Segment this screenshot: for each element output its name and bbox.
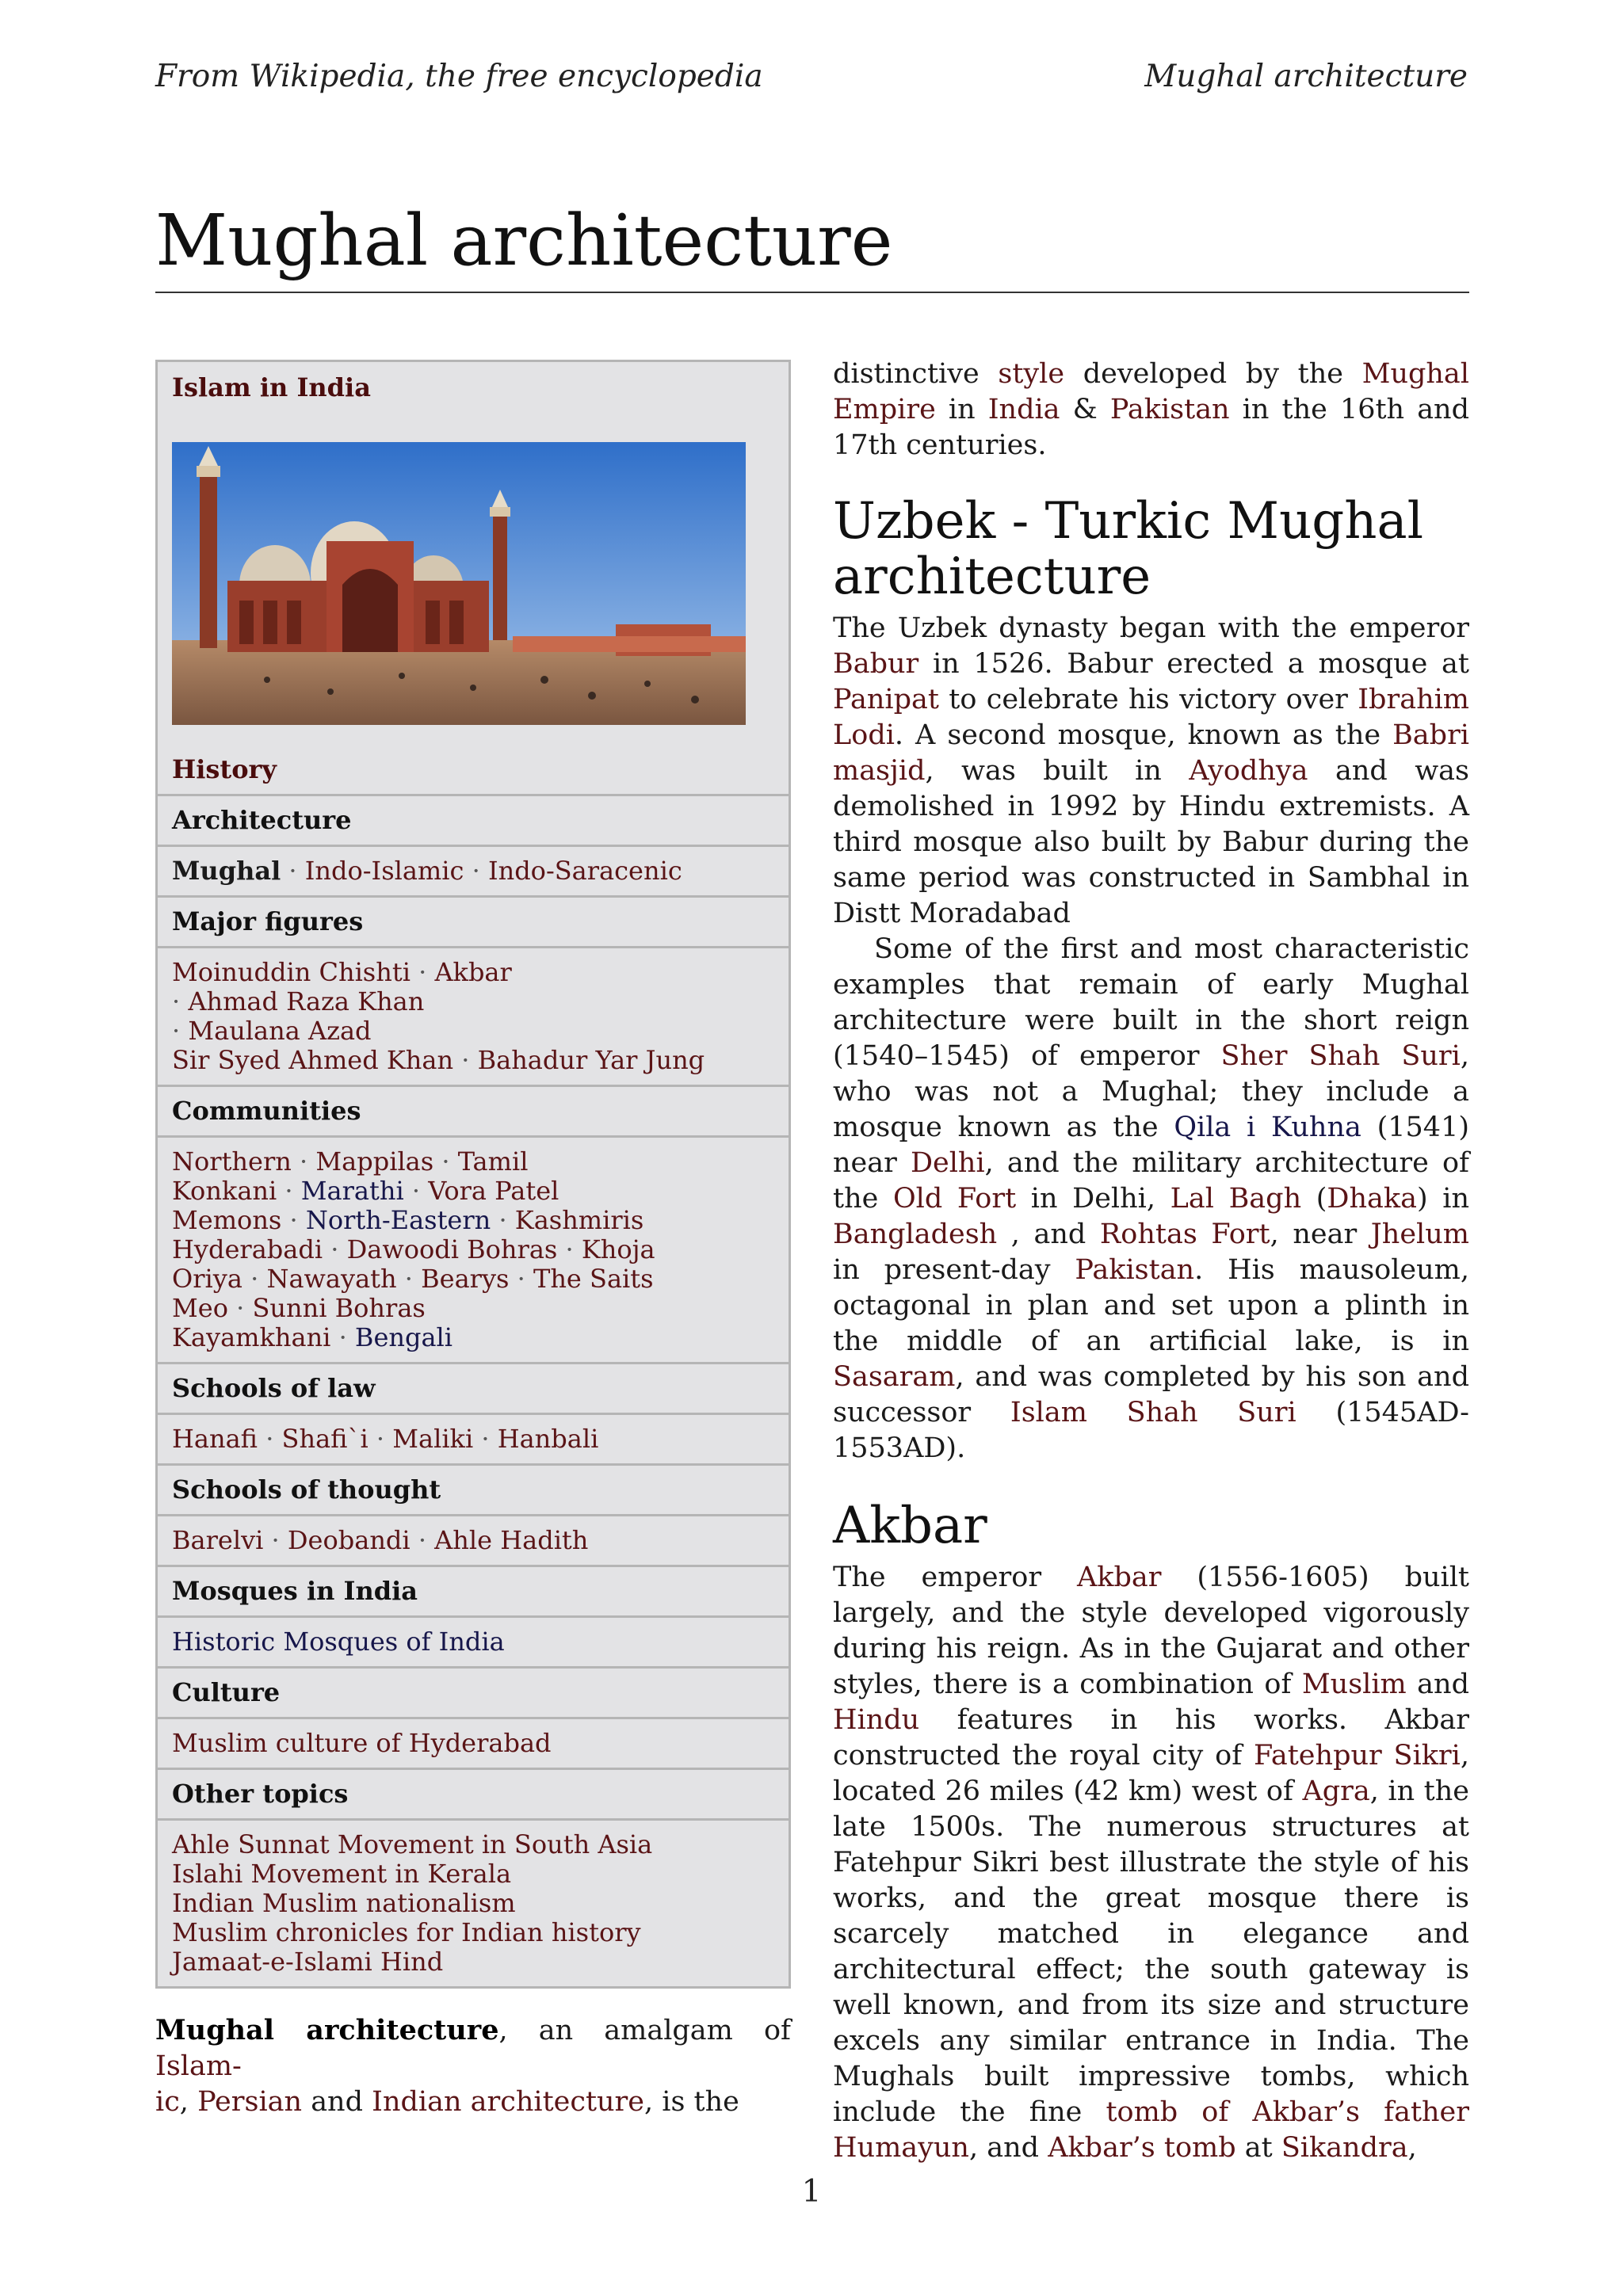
link-persian[interactable]: Persian [197, 2086, 303, 2118]
infobox-link-shafii[interactable]: Shafi`i [281, 1424, 369, 1454]
left-column [155, 360, 791, 2120]
link-qila-i-kuhna[interactable]: Qila i Kuhna [1174, 1112, 1361, 1143]
right-column [833, 360, 1469, 2166]
infobox-heading-communities: Communities [158, 1085, 789, 1135]
infobox-link-mappilas[interactable]: Mappilas [315, 1146, 434, 1177]
text: and [1406, 1669, 1469, 1700]
separator: · [289, 1205, 298, 1235]
infobox-link-marathi[interactable]: Marathi [300, 1176, 404, 1206]
separator: · [441, 1146, 450, 1177]
running-header-source: From Wikipedia, the free encyclopedia [155, 59, 763, 94]
text: & [1060, 394, 1110, 425]
separator: · [461, 1045, 470, 1075]
page-number: 1 [801, 2174, 822, 2210]
infobox-history-text: History [172, 754, 277, 784]
link-hindu[interactable]: Hindu [833, 1704, 920, 1736]
infobox-line [172, 958, 774, 987]
link-humayun-tomb[interactable]: tomb of Akbar’s father Humayun [833, 2096, 1469, 2164]
infobox-link-memons[interactable]: Memons [172, 1205, 282, 1235]
infobox-heading-culture: Culture [158, 1666, 789, 1717]
infobox-heading-major-figures: Major figures [158, 895, 789, 946]
infobox-link-sunni-bohras[interactable]: Sunni Bohras [252, 1293, 426, 1323]
text: (1556-1605) built largely, and the style developed vigorously during his reign. As in the Gujarat and other styles, there is a combination of [833, 1562, 1469, 1700]
infobox-link-maliki[interactable]: Maliki [392, 1424, 474, 1454]
text: and was demolished in 1992 by Hindu extremists. A third mosque also built by Babur during the same period was constructed in Sambhal in Distt Moradabad [833, 755, 1469, 929]
infobox-schools-of-thought-list [158, 1514, 789, 1565]
infobox-heading-schools-of-law: Schools of law [158, 1362, 789, 1413]
link-bangladesh[interactable]: Bangladesh [833, 1219, 998, 1250]
separator: · [517, 1264, 525, 1294]
text: , near [1270, 1219, 1371, 1250]
infobox-line [172, 1046, 774, 1075]
infobox-culture-list [158, 1717, 789, 1768]
text: , [179, 2086, 198, 2118]
infobox-link-indo-islamic[interactable]: Indo-Islamic [304, 856, 464, 886]
infobox-schools-of-law-list [158, 1413, 789, 1463]
link-islamic[interactable]: Islam- [155, 2050, 242, 2082]
heading-akbar: Akbar [833, 1497, 987, 1555]
separator: · [338, 1322, 347, 1352]
separator: · [565, 1234, 574, 1264]
text: ( [1301, 1183, 1327, 1215]
infobox-link-moinuddin-chishti[interactable]: Moinuddin Chishti [172, 957, 411, 987]
infobox-link-hanbali[interactable]: Hanbali [497, 1424, 599, 1454]
text: developed by the [1064, 358, 1362, 390]
infobox-link-meo[interactable]: Meo [172, 1293, 228, 1323]
infobox-link-historic-mosques[interactable]: Historic Mosques of India [172, 1627, 505, 1657]
infobox-major-figures-list [158, 946, 789, 1085]
jama-masjid-photo-icon[interactable] [172, 442, 746, 725]
text: Some of the first and most characteristic examples that remain of early Mughal architecture were built in the short reign (1540–1545) of emperor [833, 933, 1469, 1072]
infobox-link-northern[interactable]: Northern [172, 1146, 292, 1177]
link-pakistan[interactable]: Pakistan [1109, 394, 1230, 425]
text: . A second mosque, known as the [894, 719, 1393, 751]
text: , an amalgam of [498, 2015, 791, 2046]
link-akbars-tomb[interactable]: Akbar’s tomb [1048, 2132, 1236, 2164]
text: ) in [1416, 1183, 1469, 1215]
text: in 1526. Babur erected a mosque at [918, 648, 1469, 680]
infobox-line [172, 1016, 774, 1046]
infobox-other-topics-list [158, 1818, 789, 1986]
separator: · [472, 856, 480, 886]
link-babur[interactable]: Babur [833, 648, 919, 680]
link-panipat[interactable]: Panipat [833, 684, 939, 715]
link-agra[interactable]: Agra [1302, 1775, 1370, 1807]
link-ibrahim-lodi[interactable]: Ibrahim Lodi [833, 684, 1469, 751]
separator: · [481, 1424, 490, 1454]
text: , who was not a Mughal; they include a mosque known as the [833, 1040, 1469, 1143]
link-rohtas-fort[interactable]: Rohtas Fort [1099, 1219, 1270, 1250]
infobox-link-ahle-sunnat[interactable]: Ahle Sunnat Movement in South Asia [172, 1829, 653, 1859]
page-title: Mughal architecture [155, 199, 893, 281]
text: (1541) near [833, 1112, 1469, 1179]
link-sikandra[interactable]: Sikandra [1281, 2132, 1408, 2164]
infobox-link-maulana-azad[interactable]: Maulana Azad [188, 1016, 372, 1046]
link-pakistan-2[interactable]: Pakistan [1075, 1254, 1195, 1286]
separator: · [411, 1176, 421, 1206]
text: The Uzbek dynasty began with the emperor [833, 612, 1469, 644]
link-india[interactable]: India [987, 394, 1060, 425]
infobox-link-islahi-movement[interactable]: Islahi Movement in Kerala [172, 1859, 512, 1889]
infobox-line [172, 1294, 774, 1323]
infobox-link-ahmad-raza-khan[interactable]: Ahmad Raza Khan [188, 986, 425, 1016]
infobox-line [172, 1206, 774, 1235]
infobox-link-sir-syed-ahmed-khan[interactable]: Sir Syed Ahmed Khan [172, 1045, 454, 1075]
text: , [1407, 2132, 1417, 2164]
infobox-heading-architecture: Architecture [158, 794, 789, 845]
text: in [935, 394, 988, 425]
separator: · [300, 1146, 308, 1177]
infobox-link-north-eastern[interactable]: North-Eastern [305, 1205, 491, 1235]
text: (1545AD-1553AD). [833, 1397, 1469, 1464]
separator: · [250, 1264, 259, 1294]
infobox-history-link[interactable] [158, 725, 789, 794]
intro-bold-term: Mughal architecture [155, 2014, 499, 2046]
text: . His mausoleum, octagonal in plan and set upon a plinth in the middle of an artificial lake, is in [833, 1254, 1469, 1357]
intro-paragraph [155, 2012, 791, 2120]
link-style[interactable]: style [998, 358, 1065, 390]
link-indian-architecture[interactable]: Indian architecture [372, 2086, 645, 2118]
infobox-line [172, 1147, 774, 1177]
infobox-line [172, 1264, 774, 1294]
running-header [155, 59, 1468, 98]
text: at [1235, 2132, 1281, 2164]
separator: · [285, 1176, 293, 1206]
separator: · [498, 1205, 507, 1235]
separator: · [418, 1525, 426, 1555]
infobox-link-indo-saracenic[interactable]: Indo-Saracenic [487, 856, 682, 886]
infobox-link-hyderabadi[interactable]: Hyderabadi [172, 1234, 323, 1264]
link-dhaka[interactable]: Dhaka [1327, 1183, 1417, 1215]
infobox-link-bengali[interactable]: Bengali [354, 1322, 453, 1352]
running-header-title: Mughal architecture [1144, 59, 1468, 94]
infobox-link-jamaat-e-islami[interactable]: Jamaat-e-Islami Hind [172, 1947, 444, 1977]
text: distinctive [833, 358, 999, 390]
link-jhelum[interactable]: Jhelum [1370, 1219, 1469, 1250]
infobox-title-text: Islam in India [172, 372, 371, 402]
link-old-fort[interactable]: Old Fort [892, 1183, 1017, 1215]
infobox-heading-mosques: Mosques in India [158, 1565, 789, 1615]
uzbek-paragraph-2 [833, 932, 1469, 1466]
separator: · [288, 856, 297, 886]
separator: · [265, 1424, 274, 1454]
separator: · [172, 986, 181, 1016]
infobox-link-muslim-chronicles[interactable]: Muslim chronicles for Indian history [172, 1917, 641, 1947]
text: features in his works. Akbar constructed the royal city of [833, 1704, 1469, 1772]
separator: · [172, 1016, 181, 1046]
text: in present-day [833, 1254, 1075, 1286]
link-lal-bagh[interactable]: Lal Bagh [1170, 1183, 1302, 1215]
infobox-link-mughal[interactable]: Mughal [172, 856, 281, 886]
infobox-heading-other-topics: Other topics [158, 1768, 789, 1818]
infobox-link-tamil[interactable]: Tamil [457, 1146, 529, 1177]
separator: · [330, 1234, 339, 1264]
link-akbar[interactable]: Akbar [1076, 1562, 1162, 1593]
text: , and the military architecture of the [833, 1147, 1469, 1215]
text: , and was completed by his son and successor [833, 1361, 1469, 1428]
text: , is the [644, 2086, 739, 2118]
infobox-link-barelvi[interactable]: Barelvi [172, 1525, 264, 1555]
link-islam-shah-suri[interactable]: Islam Shah Suri [1010, 1397, 1296, 1428]
infobox-link-deobandi[interactable]: Deobandi [287, 1525, 411, 1555]
intro-continuation [833, 357, 1469, 463]
link-ayodhya[interactable]: Ayodhya [1189, 755, 1308, 787]
text: , and [968, 2132, 1048, 2164]
infobox-link-khoja[interactable]: Khoja [581, 1234, 655, 1264]
heading-uzbek-turkic: Uzbek - Turkic Mughal architecture [833, 492, 1424, 606]
infobox-link-dawoodi-bohras[interactable]: Dawoodi Bohras [346, 1234, 558, 1264]
infobox-communities-list [158, 1135, 789, 1362]
separator: · [376, 1424, 385, 1454]
text: in Delhi, [1016, 1183, 1170, 1215]
text: , in the late 1500s. The numerous structures at Fatehpur Sikri best illustrate the style of his works, and the great mosque there is scarcely matched in elegance and architectural effect; the south gateway is well known, and from its size and structure excels any similar entrance in India. The Mughals built impressive tombs, which include the fine [833, 1775, 1469, 2128]
separator: · [271, 1525, 280, 1555]
separator: · [404, 1264, 413, 1294]
title-divider [155, 292, 1469, 293]
separator: · [236, 1293, 245, 1323]
link-mughal-empire[interactable]: Mughal Empire [833, 358, 1469, 425]
infobox-heading-schools-of-thought: Schools of thought [158, 1463, 789, 1514]
infobox-line [172, 1235, 774, 1264]
infobox-link-muslim-culture-hyderabad[interactable]: Muslim culture of Hyderabad [172, 1728, 552, 1758]
infobox-link-konkani[interactable]: Konkani [172, 1176, 277, 1206]
link-muslim[interactable]: Muslim [1301, 1669, 1407, 1700]
text: and [302, 2086, 372, 2118]
text: , and [997, 1219, 1100, 1250]
infobox-link-oriya[interactable]: Oriya [172, 1264, 242, 1294]
link-fatehpur-sikri[interactable]: Fatehpur Sikri [1253, 1740, 1461, 1772]
infobox-architecture-list [158, 845, 789, 895]
infobox-line [172, 1177, 774, 1206]
infobox-link-akbar[interactable]: Akbar [434, 957, 512, 987]
infobox-link-kashmiris[interactable]: Kashmiris [514, 1205, 644, 1235]
infobox-link-ahle-hadith[interactable]: Ahle Hadith [434, 1525, 589, 1555]
infobox-link-kayamkhani[interactable]: Kayamkhani [172, 1322, 331, 1352]
text: , located 26 miles (42 km) west of [833, 1740, 1469, 1807]
infobox-mosques-list [158, 1615, 789, 1666]
infobox-link-nawayath[interactable]: Nawayath [266, 1264, 397, 1294]
infobox-link-bahadur-yar-jung[interactable]: Bahadur Yar Jung [477, 1045, 705, 1075]
link-delhi[interactable]: Delhi [910, 1147, 985, 1179]
link-islamic-cont[interactable]: ic [155, 2086, 180, 2118]
infobox-link-vora-patel[interactable]: Vora Patel [428, 1176, 559, 1206]
infobox-link-indian-muslim-nationalism[interactable]: Indian Muslim nationalism [172, 1888, 516, 1918]
infobox-title[interactable] [158, 362, 789, 412]
infobox-link-hanafi[interactable]: Hanafi [172, 1424, 258, 1454]
infobox-image-row [158, 412, 789, 725]
akbar-paragraph-1 [833, 1560, 1469, 2166]
infobox-line [172, 1323, 774, 1352]
text: to celebrate his victory over [938, 684, 1358, 715]
link-sher-shah-suri[interactable]: Sher Shah Suri [1220, 1040, 1461, 1072]
infobox-link-the-saits[interactable]: The Saits [533, 1264, 654, 1294]
text: in the 16th and 17th centuries. [833, 394, 1470, 461]
infobox-line [172, 987, 774, 1016]
infobox-link-bearys[interactable]: Bearys [421, 1264, 510, 1294]
infobox-islam-in-india [155, 360, 791, 1989]
link-babri-masjid[interactable]: Babri masjid [833, 719, 1469, 787]
link-sasaram[interactable]: Sasaram [833, 1361, 956, 1393]
uzbek-paragraph-1 [833, 611, 1469, 932]
text: The emperor [833, 1562, 1077, 1593]
text: , was built in [925, 755, 1190, 787]
separator: · [418, 957, 427, 987]
